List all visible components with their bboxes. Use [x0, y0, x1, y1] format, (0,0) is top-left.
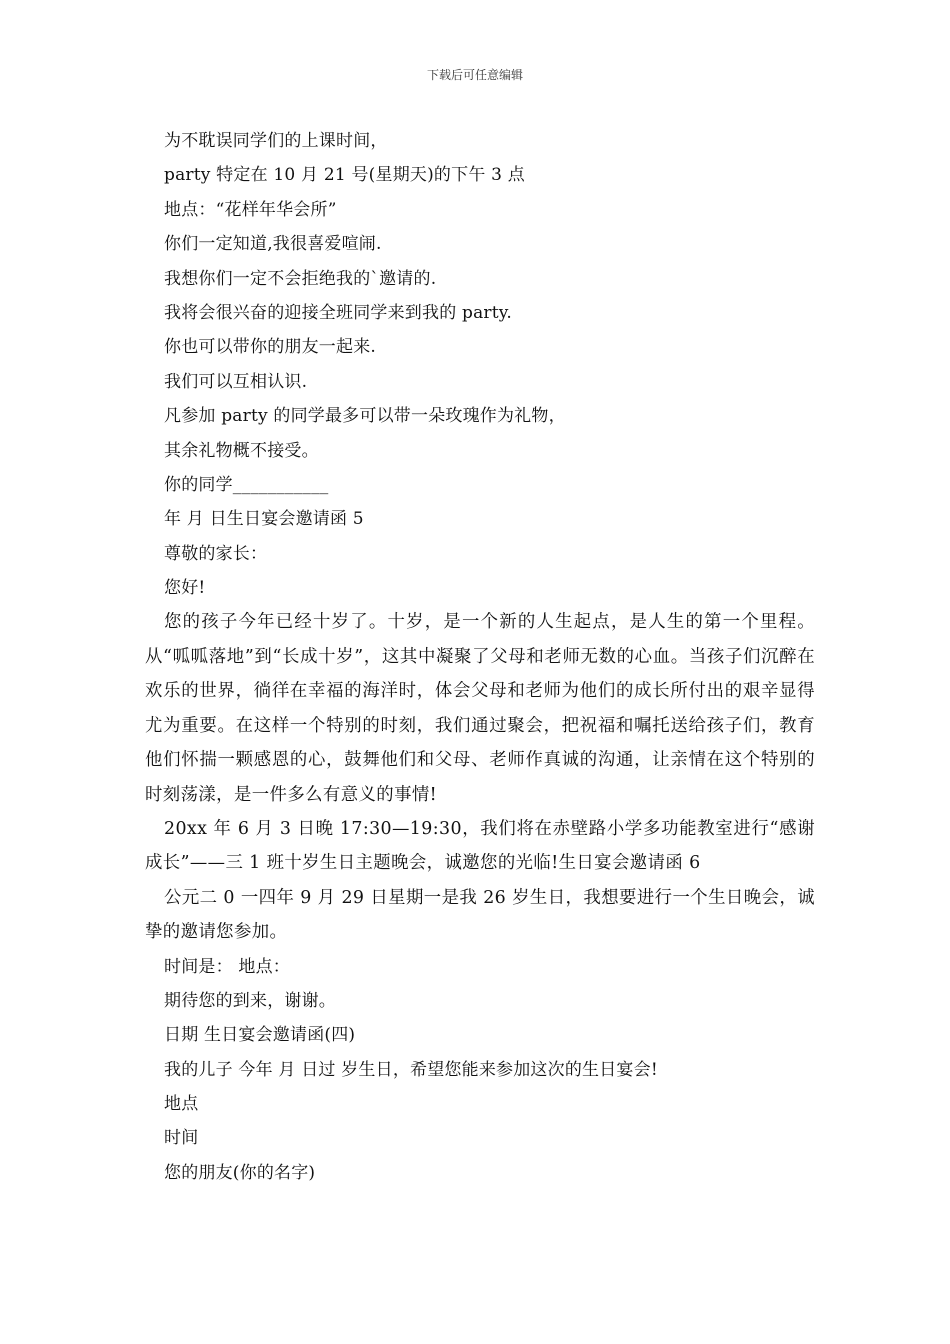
- text-line: 凡参加 party 的同学最多可以带一朵玫瑰作为礼物，: [164, 406, 566, 427]
- text-line: 期待您的到来，谢谢。: [164, 990, 336, 1011]
- text-line: 我的儿子 今年 月 日过 岁生日，希望您能来参加这次的生日宴会!: [164, 1059, 658, 1080]
- paragraph: 公元二 0 一四年 9 月 29 日星期一是我 26 岁生日，我想要进行一个生日晚会，诚挚的邀请您参加。: [145, 887, 815, 943]
- text-line: 时间: [164, 1128, 199, 1149]
- text-line: 你也可以带你的朋友一起来.: [164, 337, 377, 358]
- text-line: 我们可以互相认识.: [164, 371, 308, 392]
- text-line: 我将会很兴奋的迎接全班同学来到我的 party.: [164, 302, 512, 323]
- paragraph: 20xx 年 6 月 3 日晚 17:30—19:30，我们将在赤壁路小学多功能教室进行“感谢成长”——三 1 班十岁生日主题晚会，诚邀您的光临!生日宴会邀请函 6: [145, 818, 815, 874]
- section-title: 日期 生日宴会邀请函(四): [164, 1025, 356, 1046]
- text-line: 你的同学___________: [164, 474, 329, 495]
- text-line: 地点: [164, 1094, 199, 1115]
- greeting: 您好!: [164, 578, 206, 599]
- paragraph: 您的孩子今年已经十岁了。十岁，是一个新的人生起点，是人生的第一个里程。从“呱呱落地”到“长成十岁”，这其中凝聚了父母和老师无数的心血。当孩子们沉醉在欢乐的世界，徜徉在幸福的海洋时，体会父母和老师为他们的成长所付出的艰辛显得尤为重要。在这样一个特别的时刻，我们通过聚会，把祝福和嘱托送给孩子们，教育他们怀揣一颗感恩的心，鼓舞他们和父母、老师作真诚的沟通，让亲情在这个特别的时刻荡漾，是一件多么有意义的事情!: [145, 612, 815, 805]
- text-line: party 特定在 10 月 21 号(星期天)的下午 3 点: [164, 165, 525, 186]
- salutation: 尊敬的家长：: [164, 543, 268, 564]
- document-body: [145, 124, 815, 1190]
- text-line: 其余礼物概不接受。: [164, 440, 319, 461]
- section-title: 年 月 日生日宴会邀请函 5: [164, 509, 364, 530]
- text-line: 地点：“花样年华会所”: [164, 199, 337, 220]
- text-line: 你们一定知道,我很喜爱喧闹.: [164, 234, 382, 255]
- text-line: 时间是： 地点：: [164, 956, 291, 977]
- text-line: 为不耽误同学们的上课时间，: [164, 131, 388, 151]
- text-line: 我想你们一定不会拒绝我的`邀请的.: [164, 268, 437, 289]
- signature-line: 您的朋友(你的名字): [164, 1162, 316, 1183]
- page-header: 下载后可任意编辑: [426, 68, 523, 82]
